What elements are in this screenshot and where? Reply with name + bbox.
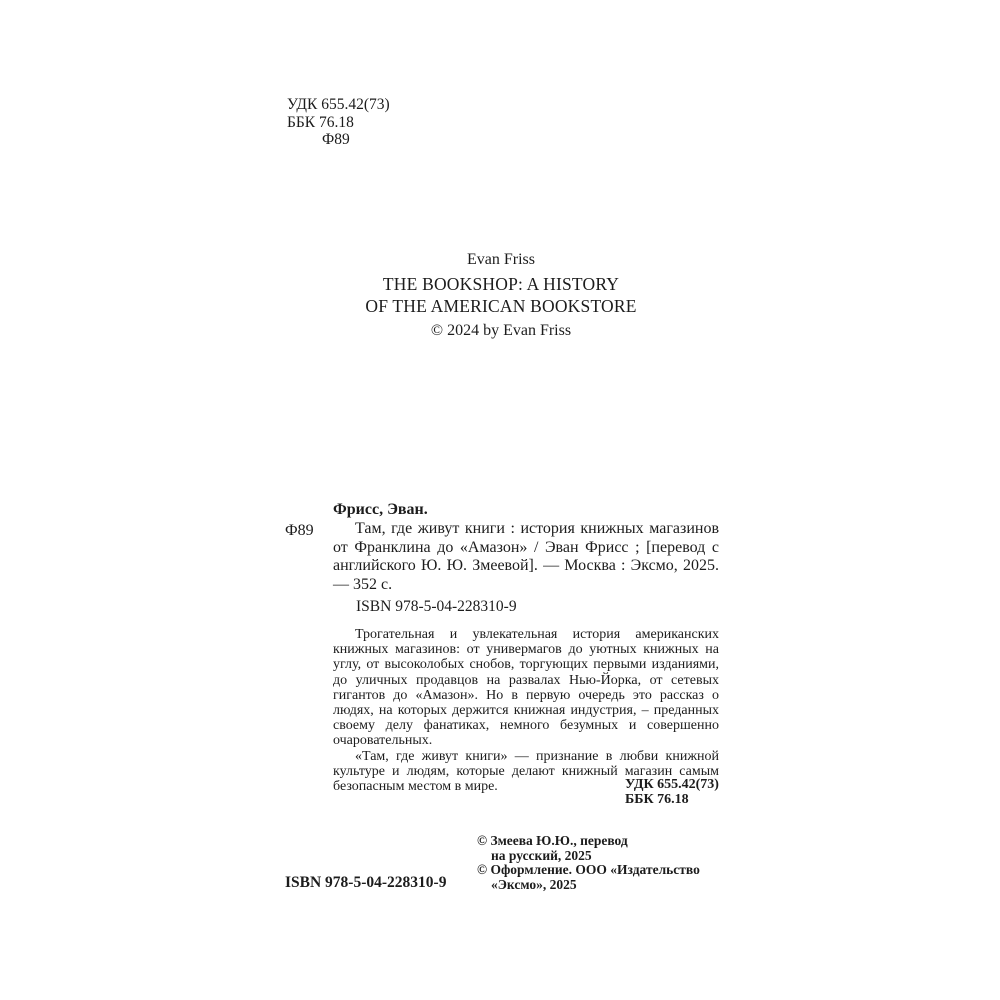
cataloging-codes-bottom [625, 778, 719, 808]
annotation-paragraph-1: Трогательная и увлекательная история американских книжных магазинов: от универмагов до уютных книжных на углу, от высоколобых снобов, торгующих первыми изданиями, до уличных продавцов на развалах Нью-Йорка, от сетевых гигантов до «Амазон». Но в первую очередь это рассказ о людях, на которых держится книжная индустрия, – преданных своему делу фанатиках, немного безумных и совершенно очаровательных. [333, 627, 719, 749]
original-title-line-2: OF THE AMERICAN BOOKSTORE [365, 296, 637, 316]
bbk-number-bottom: ББК 76.18 [625, 791, 689, 807]
original-edition-block [0, 250, 1000, 341]
original-title-line-1: THE BOOKSHOP: A HISTORY [382, 274, 620, 294]
copyright-notices [477, 834, 700, 892]
bibliographic-description: Там, где живут книги : история книжных магазинов от Франклина до «Амазон» / Эван Фрисс ; [перевод с английского Ю. Ю. Змеевой]. — Москва : Эксмо, 2025. — 352 с. [333, 520, 719, 593]
imprint-isbn: ISBN 978-5-04-228310-9 [285, 874, 447, 891]
udk-number-bottom: УДК 655.42(73) [625, 777, 719, 792]
udk-number: УДК 655.42(73) [287, 96, 390, 113]
catalog-card-isbn: ISBN 978-5-04-228310-9 [356, 598, 517, 615]
translation-copyright-line-2: на русский, 2025 [491, 847, 592, 863]
original-author: Evan Friss [467, 251, 535, 268]
design-copyright-line-2: «Эксмо», 2025 [491, 876, 577, 892]
author-sign-code: Ф89 [322, 131, 350, 148]
catalog-card-margin-code: Ф89 [285, 522, 314, 539]
translation-copyright-line-1: © Змеева Ю.Ю., перевод [477, 833, 628, 848]
design-copyright-line-1: © Оформление. ООО «Издательство [477, 862, 700, 878]
original-copyright: © 2024 by Evan Friss [430, 322, 572, 339]
cataloging-codes-top [287, 96, 390, 149]
annotation-block [333, 627, 719, 794]
bbk-number: ББК 76.18 [287, 113, 354, 131]
annotation-paragraph-2: «Там, где живут книги» — признание в любви книжной культуре и людям, которые делают книжный магазин самым безопасным местом в мире. [333, 748, 719, 795]
catalog-card-author-heading: Фрисс, Эван. [333, 501, 428, 518]
